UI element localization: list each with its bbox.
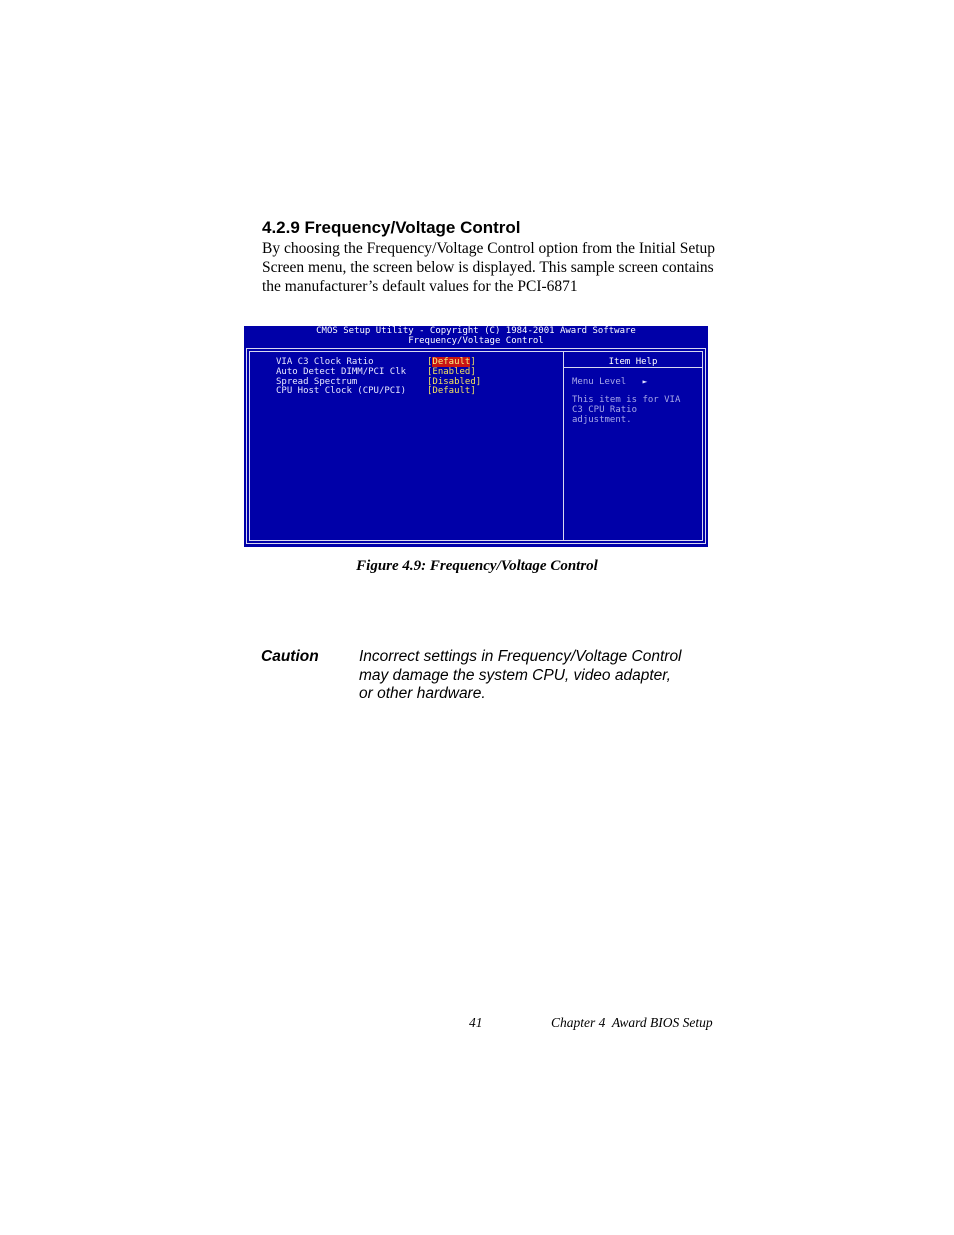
intro-line: the manufacturer’s default values for the PCI-6871	[262, 278, 578, 295]
setting-value[interactable]: [Enabled]	[427, 366, 476, 377]
setting-label: VIA C3 Clock Ratio	[276, 357, 374, 367]
caution-line: Incorrect settings in Frequency/Voltage Control	[359, 648, 682, 665]
setting-value[interactable]: [Disabled]	[427, 376, 482, 387]
intro-paragraph	[262, 239, 732, 296]
figure-caption-text: Figure 4.9: Frequency/Voltage Control	[356, 558, 598, 574]
caution-text	[359, 648, 682, 704]
help-line: This item is for VIA	[572, 395, 681, 405]
page-number: 41	[469, 1015, 483, 1030]
help-line: C3 CPU Ratio	[572, 404, 638, 415]
footer-chapter: Chapter 4 Award BIOS Setup	[551, 1015, 713, 1030]
item-help-text	[572, 396, 680, 425]
caution-line: may damage the system CPU, video adapter,	[359, 666, 671, 684]
selected-value: Default	[432, 357, 471, 367]
intro-line: Screen menu, the screen below is displayed. This sample screen contains	[262, 259, 714, 276]
item-help-title: Item Help	[608, 357, 658, 367]
bios-settings-list	[276, 358, 481, 397]
bios-title	[244, 326, 708, 346]
caution-line: or other hardware.	[359, 685, 486, 702]
figure-caption	[0, 558, 954, 575]
value-text: Enabled	[432, 366, 471, 377]
bios-frame	[246, 348, 706, 544]
menu-level	[572, 377, 647, 387]
section-heading: 4.2.9 Frequency/Voltage Control	[262, 218, 521, 237]
setting-label: Auto Detect DIMM/PCI Clk	[276, 366, 407, 377]
value-text: Default	[432, 386, 471, 397]
setting-label: Spread Spectrum	[276, 376, 358, 387]
intro-line: By choosing the Frequency/Voltage Control option from the Initial Setup	[262, 240, 716, 257]
help-title-separator	[564, 367, 702, 368]
bios-panel-divider	[563, 352, 564, 540]
bios-title-copyright: CMOS Setup Utility - Copyright (C) 1984-2001 Award Software	[316, 326, 636, 336]
setting-label: CPU Host Clock (CPU/PCI)	[276, 386, 407, 397]
caution-label: Caution	[261, 648, 319, 665]
help-line: adjustment.	[572, 414, 632, 425]
setting-value[interactable]: [Default]	[427, 386, 476, 397]
setting-value[interactable]: [Default]	[427, 357, 476, 367]
setting-cpu-host-clock[interactable]	[276, 387, 481, 397]
bios-frame-inner	[249, 351, 703, 541]
arrow-right-icon: ►	[642, 377, 648, 386]
bios-title-menu: Frequency/Voltage Control	[408, 336, 544, 346]
menu-level-label: Menu Level	[572, 377, 627, 387]
value-text: Disabled	[432, 376, 476, 387]
bios-screenshot	[244, 326, 708, 547]
